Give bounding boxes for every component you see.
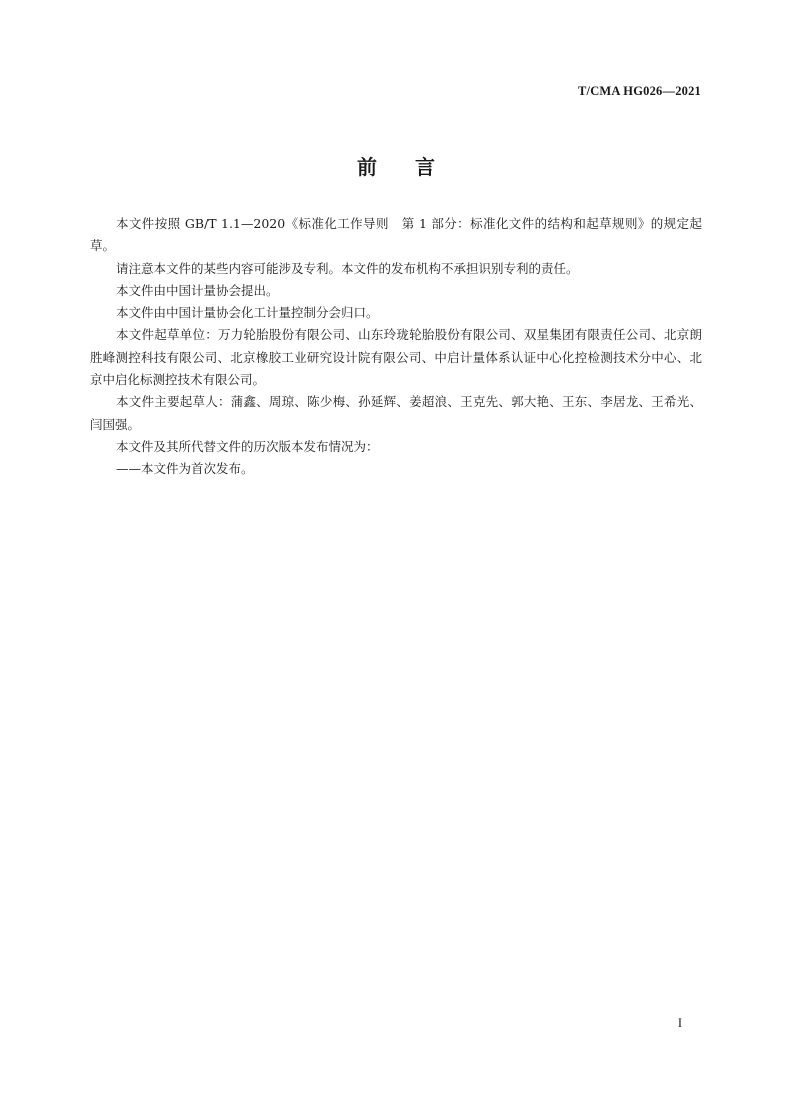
- paragraph-first-release: ——本文件为首次发布。: [116, 461, 254, 477]
- paragraph-proposed-by: 本文件由中国计量协会提出。: [116, 282, 279, 298]
- page-title: [0, 151, 792, 180]
- paragraph-drafters: 本文件主要起草人：蒲鑫、周琼、陈少梅、孙延辉、姜超浪、王克先、郭大艳、王东、李居龙、王希光、闫国强。: [90, 394, 702, 432]
- title-char-1: 前: [357, 155, 377, 179]
- page-number: I: [677, 1016, 682, 1030]
- paragraph-version-history: 本文件及其所代替文件的历次版本发布情况为：: [116, 438, 379, 454]
- paragraph-patent-notice: 请注意本文件的某些内容可能涉及专利。本文件的发布机构不承担识别专利的责任。: [116, 260, 579, 276]
- document-code: T/CMA HG026—2021: [578, 84, 701, 98]
- paragraph-centralized-by: 本文件由中国计量协会化工计量控制分会归口。: [116, 305, 379, 321]
- foreword-body: [90, 213, 702, 481]
- paragraph-drafting-units: 本文件起草单位：万力轮胎股份有限公司、山东玲珑轮胎股份有限公司、双星集团有限责任公司、北京朗胜峰测控科技有限公司、北京橡胶工业研究设计院有限公司、中启计量体系认证中心化控检测技术分中心、北京中启化标测控技术有限公司。: [90, 327, 702, 388]
- paragraph-drafting-rules: 本文件按照 GB/T 1.1—2020《标准化工作导则 第 1 部分：标准化文件的结构和起草规则》的规定起草。: [90, 216, 702, 254]
- title-char-2: 言: [415, 155, 435, 179]
